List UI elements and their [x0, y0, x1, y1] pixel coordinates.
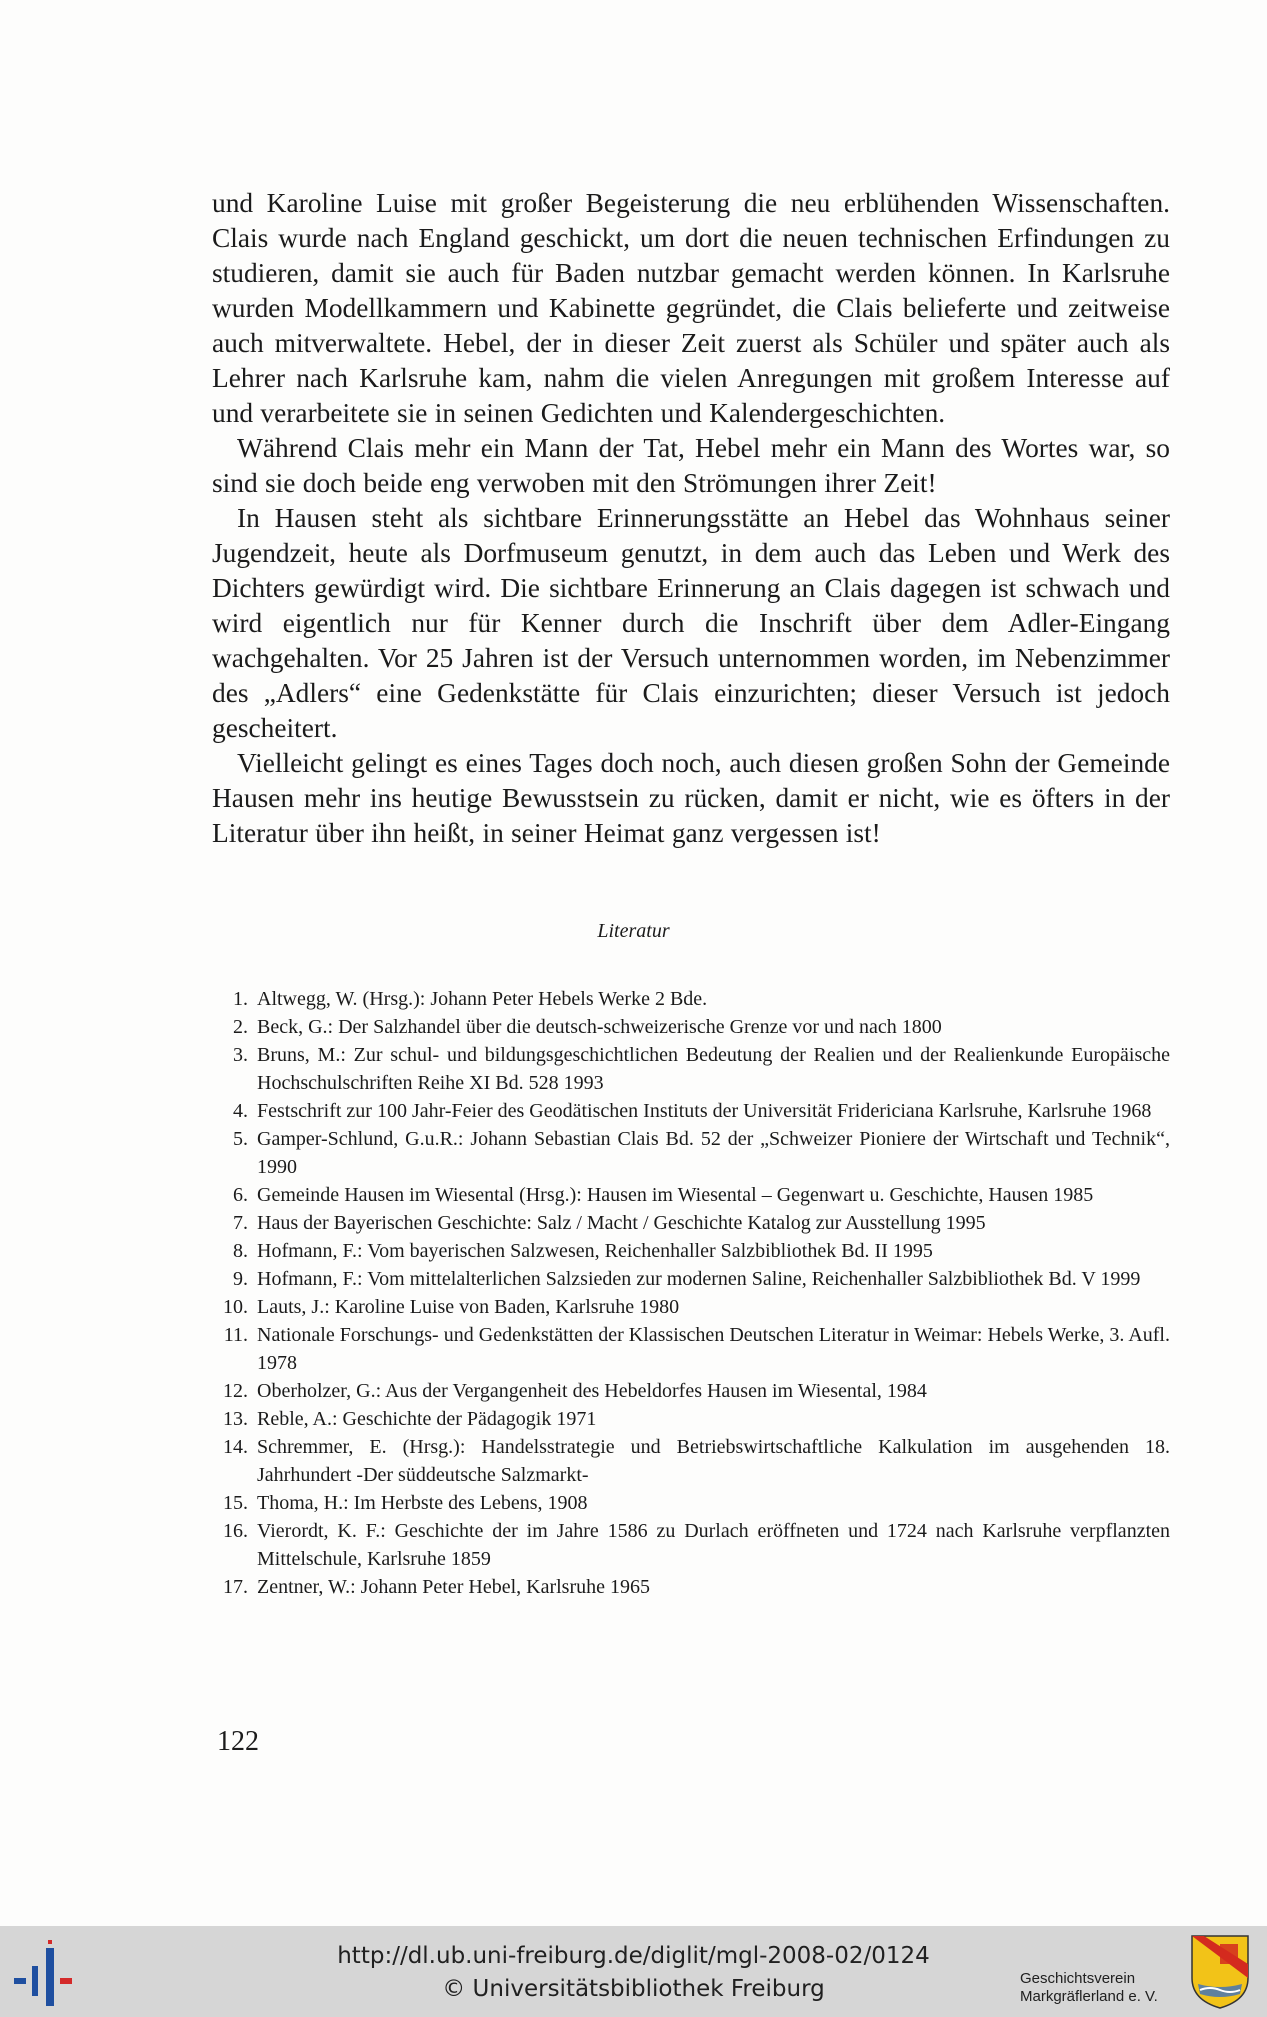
reference-text: Hofmann, F.: Vom bayerischen Salzwesen, Reichenhaller Salzbibliothek Bd. II 1995: [257, 1240, 933, 1262]
reference-number: 16.: [223, 1520, 248, 1542]
paragraph: In Hausen steht als sichtbare Erinnerungsstätte an Hebel das Wohnhaus seiner Jugendzeit, heute als Dorfmuseum genutzt, in dem auch das Leben und Werk des Dichters gewürdigt wird. Die sichtbare Erinnerung an Clais dagegen ist schwach und wird eigentlich nur für Kenner durch die Inschrift über dem Adler-Eingang wachgehalten. Vor 25 Jahren ist der Versuch unternommen worden, im Nebenzimmer des „Adlers“ eine Gedenkstätte für Clais einzurichten; dieser Versuch ist jedoch gescheitert.: [212, 503, 1170, 743]
reference-item: [212, 1293, 1170, 1321]
source-url-link[interactable]: http://dl.ub.uni-freiburg.de/diglit/mgl-2008-02/0124: [337, 1943, 930, 1969]
reference-text: Reble, A.: Geschichte der Pädagogik 1971: [257, 1408, 597, 1430]
reference-text: Thoma, H.: Im Herbste des Lebens, 1908: [257, 1492, 588, 1514]
reference-item: [212, 1237, 1170, 1265]
reference-number: 17.: [223, 1576, 248, 1598]
reference-number: 14.: [223, 1436, 248, 1458]
reference-text: Haus der Bayerischen Geschichte: Salz / Macht / Geschichte Katalog zur Ausstellung 1995: [257, 1212, 986, 1234]
reference-text: Gamper-Schlund, G.u.R.: Johann Sebastian Clais Bd. 52 der „Schweizer Pioniere der Wirtschaft und Technik“, 1990: [257, 1128, 1170, 1178]
reference-text: Schremmer, E. (Hrsg.): Handelsstrategie und Betriebswirtschaftliche Kalkulation im ausgehenden 18. Jahrhundert -Der süddeutsche Salzmarkt-: [257, 1436, 1170, 1486]
reference-number: 6.: [233, 1184, 248, 1206]
reference-number: 12.: [223, 1380, 248, 1402]
reference-item: [212, 1405, 1170, 1433]
reference-item: [212, 1265, 1170, 1293]
society-line-2: Markgräflerland e. V.: [1020, 1988, 1158, 2005]
reference-item: [212, 1377, 1170, 1405]
society-line-1: Geschichtsverein: [1020, 1970, 1136, 1987]
reference-text: Zentner, W.: Johann Peter Hebel, Karlsruhe 1965: [257, 1576, 650, 1598]
reference-item: [212, 1181, 1170, 1209]
reference-item: [212, 1489, 1170, 1517]
reference-text: Bruns, M.: Zur schul- und bildungsgeschichtlichen Bedeutung der Realien und der Realienkunde Europäische Hochschulschriften Reihe XI Bd. 528 1993: [257, 1044, 1170, 1094]
reference-item: [212, 1517, 1170, 1573]
reference-item: [212, 1125, 1170, 1181]
reference-item: [212, 1321, 1170, 1377]
reference-number: 3.: [233, 1044, 248, 1066]
reference-text: Gemeinde Hausen im Wiesental (Hrsg.): Hausen im Wiesental – Gegenwart u. Geschichte, Hausen 1985: [257, 1184, 1094, 1206]
reference-item: [212, 1013, 1170, 1041]
reference-item: [212, 1097, 1170, 1125]
paragraph: Während Clais mehr ein Mann der Tat, Hebel mehr ein Mann des Wortes war, so sind sie doch beide eng verwoben mit den Strömungen ihrer Zeit!: [212, 433, 1170, 498]
reference-number: 9.: [233, 1268, 248, 1290]
reference-item: [212, 1433, 1170, 1489]
reference-text: Hofmann, F.: Vom mittelalterlichen Salzsieden zur modernen Saline, Reichenhaller Salzbibliothek Bd. V 1999: [257, 1268, 1141, 1290]
paragraph: Vielleicht gelingt es eines Tages doch noch, auch diesen großen Sohn der Gemeinde Hausen mehr ins heutige Bewusstsein zu rücken, damit er nicht, wie es öfters in der Literatur über ihn heißt, in seiner Heimat ganz vergessen ist!: [212, 748, 1170, 848]
reference-number: 2.: [233, 1016, 248, 1038]
literature-heading: Literatur: [597, 920, 670, 942]
paragraph: und Karoline Luise mit großer Begeisterung die neu erblühenden Wissenschaften. Clais wurde nach England geschickt, um dort die neuen technischen Erfindungen zu studieren, damit sie auch für Baden nutzbar gemacht werden können. In Karlsruhe wurden Modellkammern und Kabinette gegründet, die Clais belieferte und zeitweise auch mitverwaltete. Hebel, der in dieser Zeit zuerst als Schüler und später auch als Lehrer nach Karlsruhe kam, nahm die vielen Anregungen mit großem Interesse auf und verarbeitete sie in seinen Gedichten und Kalendergeschichten.: [212, 188, 1170, 428]
society-name: [1020, 1970, 1158, 2006]
reference-number: 11.: [223, 1324, 248, 1346]
page-number: 122: [217, 1726, 259, 1757]
reference-text: Lauts, J.: Karoline Luise von Baden, Karlsruhe 1980: [257, 1296, 680, 1318]
reference-text: Vierordt, K. F.: Geschichte der im Jahre 1586 zu Durlach eröffneten und 1724 nach Karlsruhe verpflanzten Mittelschule, Karlsruhe 1859: [257, 1520, 1170, 1570]
reference-item: [212, 1209, 1170, 1237]
reference-number: 15.: [223, 1492, 248, 1514]
reference-text: Oberholzer, G.: Aus der Vergangenheit des Hebeldorfes Hausen im Wiesental, 1984: [257, 1380, 927, 1402]
reference-text: Beck, G.: Der Salzhandel über die deutsch-schweizerische Grenze vor und nach 1800: [257, 1016, 942, 1038]
reference-number: 1.: [233, 988, 248, 1010]
reference-item: [212, 1041, 1170, 1097]
reference-number: 4.: [233, 1100, 248, 1122]
footer-bar: [0, 1926, 1267, 2017]
reference-text: Nationale Forschungs- und Gedenkstätten der Klassischen Deutschen Literatur in Weimar: Hebels Werke, 3. Aufl. 1978: [257, 1324, 1170, 1374]
reference-number: 10.: [223, 1296, 248, 1318]
reference-number: 5.: [233, 1128, 248, 1150]
reference-list: [212, 985, 1170, 1601]
copyright-text: © Universitätsbibliothek Freiburg: [442, 1976, 825, 2002]
body-text: [212, 186, 1170, 851]
reference-text: Festschrift zur 100 Jahr-Feier des Geodätischen Instituts der Universität Fridericiana Karlsruhe, Karlsruhe 1968: [257, 1100, 1152, 1122]
reference-number: 13.: [223, 1408, 248, 1430]
reference-item: [212, 1573, 1170, 1601]
reference-text: Altwegg, W. (Hrsg.): Johann Peter Hebels Werke 2 Bde.: [257, 988, 708, 1010]
reference-number: 7.: [233, 1212, 248, 1234]
reference-item: [212, 985, 1170, 1013]
coat-of-arms-icon: [1190, 1934, 1250, 2010]
reference-number: 8.: [233, 1240, 248, 1262]
